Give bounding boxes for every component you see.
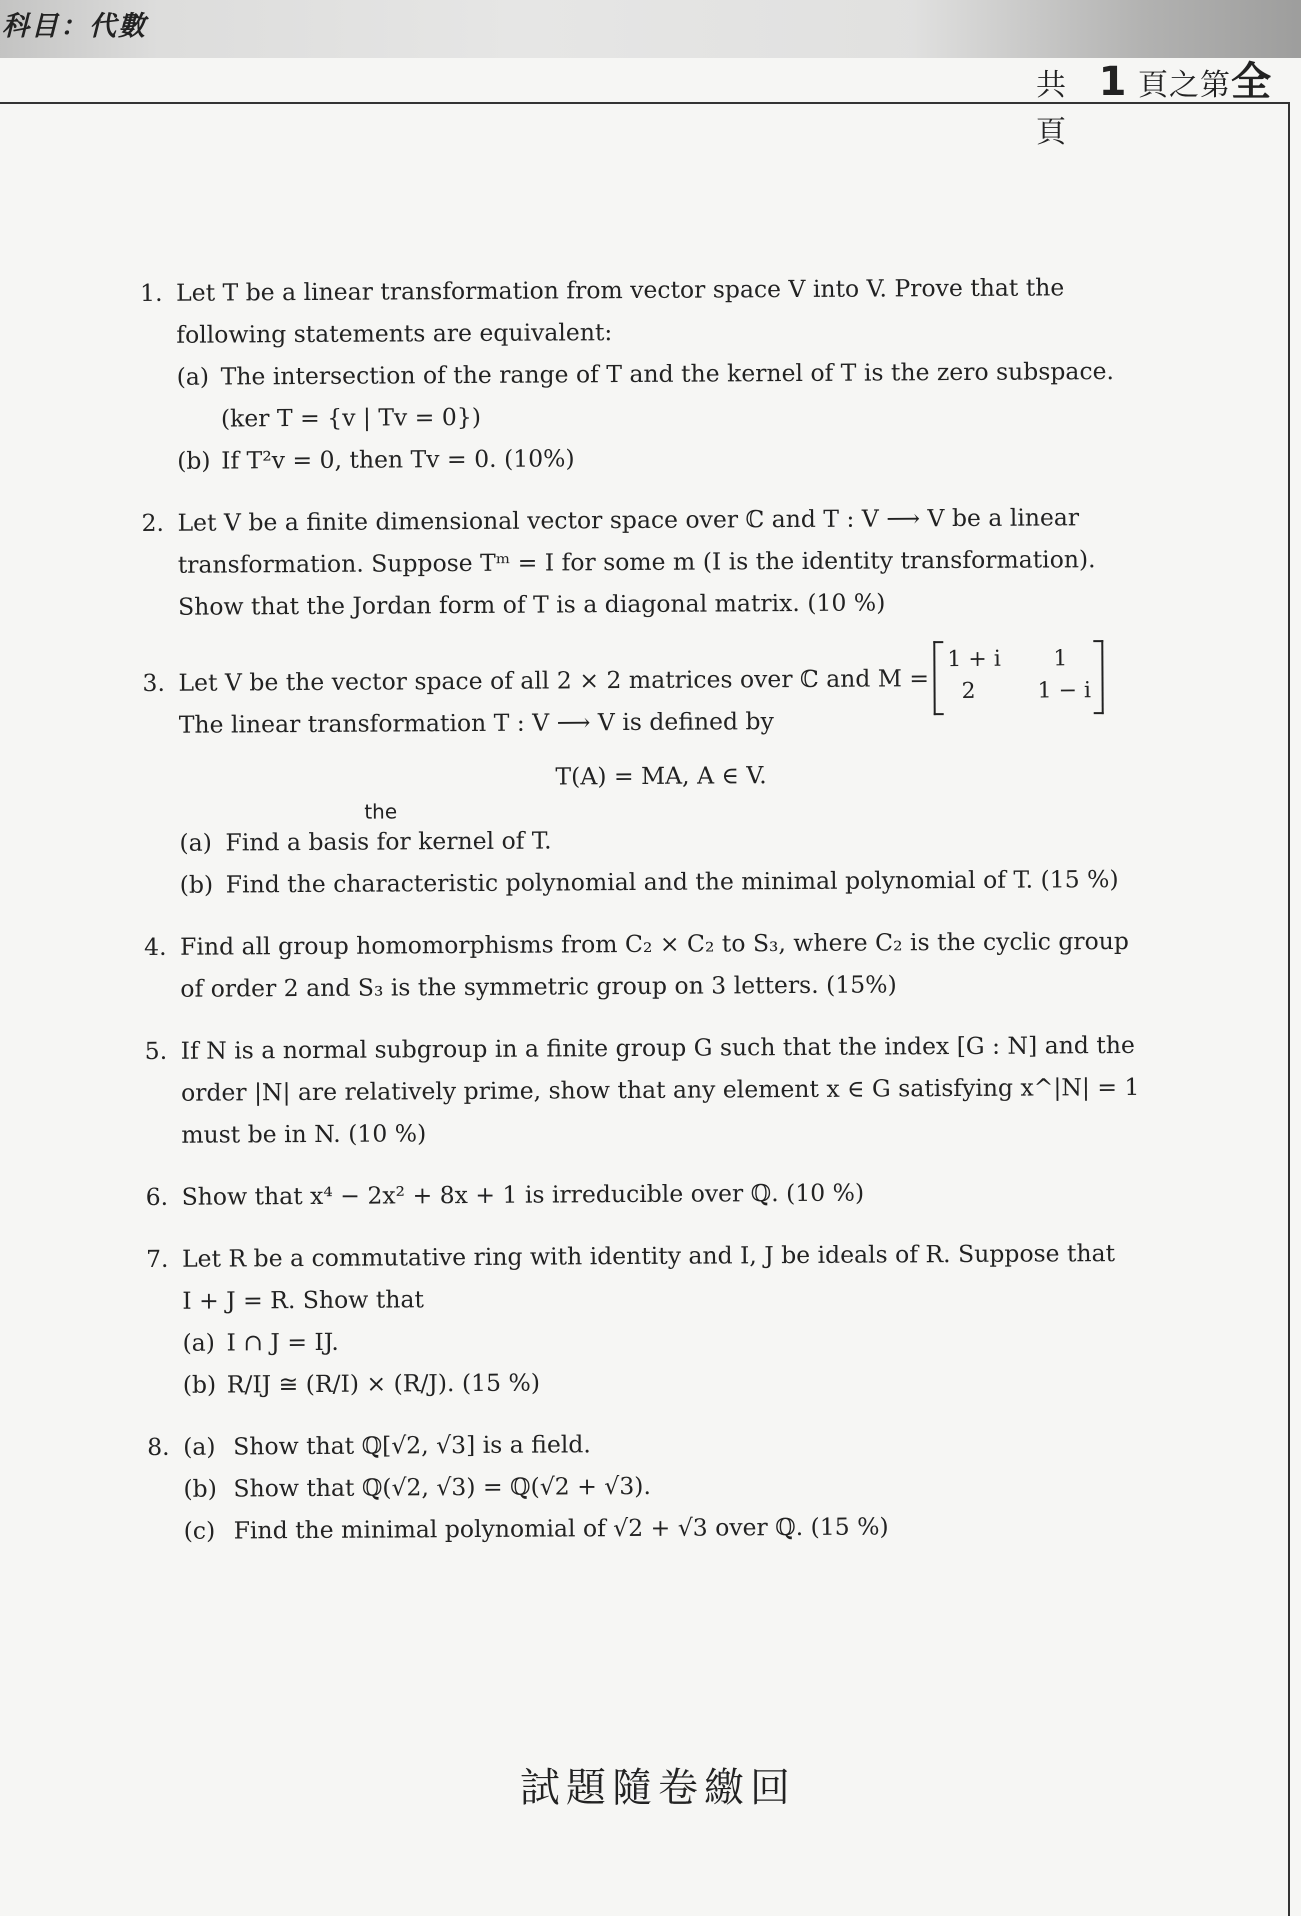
question-text: transformation. Suppose Tᵐ = I for some m (I is the identity transformation). (177, 545, 1096, 579)
matrix-M (933, 640, 1103, 711)
question-text: The linear transformation T : V ⟶ V is defined by (178, 707, 774, 739)
page-info-all: 全 (1231, 59, 1272, 105)
subpart-text: Show that ℚ[√2, √3] is a field. (233, 1430, 591, 1461)
question-number: 7. (145, 1244, 169, 1273)
subpart-label: (b) (182, 1370, 217, 1399)
subpart-text: Find the minimal polynomial of √2 + √3 over ℚ. (15 %) (233, 1512, 889, 1545)
page-info-mid: 頁之第 (1138, 68, 1231, 103)
question-text: of order 2 and S₃ is the symmetric group on 3 letters. (15%) (180, 970, 897, 1003)
subpart-text: Show that ℚ(√2, √3) = ℚ(√2 + √3). (233, 1471, 651, 1503)
question-6 (146, 1170, 1146, 1218)
matrix-cell: 1 − i (1037, 678, 1092, 704)
question-2 (141, 496, 1142, 628)
subpart-label: (a) (176, 362, 210, 391)
formula: T(A) = MA, A ∈ V. (555, 761, 767, 791)
question-text: order |N| are relatively prime, show that any element x ∈ G satisfying x^|N| = 1 (180, 1072, 1140, 1107)
subpart-text-2: (ker T = {v | Tv = 0}) (220, 402, 482, 433)
right-rule (1288, 102, 1290, 1916)
question-text: Show that x⁴ − 2x² + 8x + 1 is irreducible over ℚ. (10 %) (181, 1178, 865, 1211)
question-text: Show that the Jordan form of T is a diagonal matrix. (10 %) (177, 588, 886, 621)
question-1 (140, 266, 1141, 482)
question-number: 8. (147, 1432, 170, 1461)
subpart-label: (a) (183, 1432, 216, 1461)
question-text: following statements are equivalent: (176, 318, 613, 349)
matrix-cell: 1 + i (947, 646, 1001, 673)
page-info (1036, 50, 1301, 151)
question-text: Let V be the vector space of all 2 × 2 matrices over ℂ and M = (178, 664, 930, 697)
question-3 (142, 646, 1143, 906)
page-info-count: 1 (1098, 59, 1128, 105)
subpart-label: (a) (179, 828, 212, 857)
matrix-left-bracket (933, 641, 943, 715)
question-7 (146, 1232, 1147, 1406)
top-rule (0, 102, 1290, 104)
handwritten-annotation: the (364, 799, 398, 824)
question-text-with-matrix (178, 646, 1142, 704)
question-4 (144, 920, 1144, 1010)
question-text: Find all group homomorphisms from C₂ × C₂ to S₃, where C₂ is the cyclic group (180, 926, 1129, 961)
subpart-a (177, 350, 1141, 440)
question-text: Let T be a linear transformation from vector space V into V. Prove that the (176, 273, 1065, 307)
subpart-a (182, 1316, 1146, 1364)
question-text: Let R be a commutative ring with identity and I, J be ideals of R. Suppose that (181, 1239, 1116, 1273)
question-number: 3. (142, 668, 166, 697)
subpart-label: (b) (183, 1474, 217, 1503)
question-8 (147, 1420, 1148, 1552)
subpart-b (183, 1462, 1147, 1510)
question-text: must be in N. (10 %) (181, 1119, 427, 1149)
page-info-suffix: 頁 (1036, 115, 1067, 150)
subpart-b (180, 858, 1144, 906)
subject-label: 科目：代數 (2, 11, 147, 42)
subpart-label: (c) (183, 1516, 216, 1545)
subpart-text: Find the characteristic polynomial and the minimal polynomial of T. (15 %) (225, 865, 1119, 899)
subpart-a (183, 1420, 1147, 1468)
subpart-text: I ∩ J = IJ. (226, 1327, 339, 1357)
matrix-right-bracket (1093, 640, 1103, 714)
question-number: 2. (141, 508, 165, 537)
subpart-label: (b) (177, 446, 211, 475)
question-text: Let V be a finite dimensional vector space over ℂ and T : V ⟶ V be a linear (177, 503, 1080, 537)
subpart-c (184, 1504, 1148, 1552)
subpart-b (183, 1358, 1147, 1406)
page-info-prefix: 共 (1036, 68, 1067, 103)
subpart-label: (b) (179, 870, 214, 899)
subpart-b (177, 434, 1141, 482)
question-number: 5. (144, 1036, 168, 1065)
exam-content (140, 266, 1148, 1572)
question-5 (145, 1024, 1146, 1156)
question-number: 4. (144, 932, 167, 961)
question-number: 6. (145, 1182, 169, 1211)
matrix-cell: 2 (961, 678, 976, 704)
subpart-text: The intersection of the range of T and the kernel of T is the zero subspace. (220, 357, 1115, 391)
subpart-text: Find a basis for kernel of T. (225, 826, 552, 857)
footer-notice: 試題隨卷繳回 (520, 1765, 796, 1811)
subpart-text: R/IJ ≅ (R/I) × (R/J). (15 %) (226, 1368, 541, 1399)
subpart-label: (a) (182, 1328, 215, 1357)
question-text: If N is a normal subgroup in a finite group G such that the index [G : N] and the (180, 1030, 1135, 1065)
question-text: I + J = R. Show that (182, 1285, 424, 1315)
subpart-a (179, 799, 1143, 864)
subpart-text: If T²v = 0, then Tv = 0. (10%) (221, 444, 575, 475)
question-number: 1. (140, 278, 163, 307)
matrix-cell: 1 (1053, 646, 1068, 672)
